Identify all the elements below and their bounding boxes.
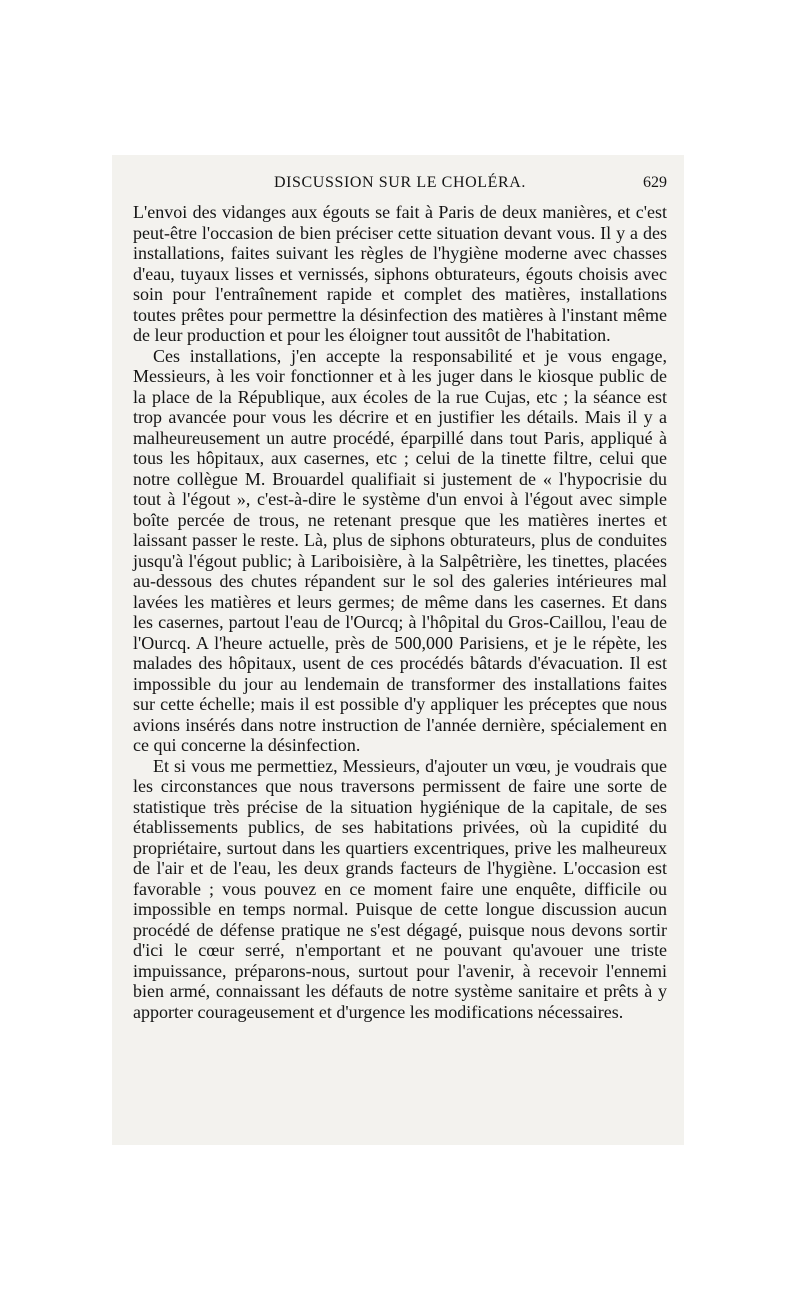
page-number: 629 [643, 174, 667, 191]
running-header [133, 172, 667, 202]
paragraph: Ces installations, j'en accepte la responsabilité et je vous engage, Messieurs, à les voir fonctionner et à les juger dans le kiosque public de la place de la République, aux écoles de la rue Cujas, etc ; la séance est trop avancée pour vous les décrire et en justifier les détails. Mais il y a malheureusement un autre procédé, éparpillé dans tout Paris, appliqué à tous les hôpitaux, aux casernes, etc ; celui de la tinette filtre, celui que notre collègue M. Brouardel qualifiait si justement de « l'hypocrisie du tout à l'égout », c'est-à-dire le système d'un envoi à l'égout avec simple boîte percée de trous, ne retenant presque que les matières inertes et laissant passer le reste. Là, plus de siphons obturateurs, plus de conduites jusqu'à l'égout public; à Lariboisière, à la Salpêtrière, les tinettes, placées au-dessous des chutes répandent sur le sol des galeries intérieures mal lavées les matières et leurs germes; de même dans les casernes. Et dans les casernes, partout l'eau de l'Ourcq; à l'hôpital du Gros-Caillou, l'eau de l'Ourcq. A l'heure actuelle, près de 500,000 Parisiens, et je le répète, les malades des hôpitaux, usent de ces procédés bâtards d'évacuation. Il est impossible du jour au lendemain de transformer des installations faites sur cette échelle; mais il est possible d'y appliquer les préceptes que nous avions insérés dans notre instruction de l'année dernière, spécialement en ce qui concerne la désinfection. [133, 345, 667, 755]
running-title: DISCUSSION SUR LE CHOLÉRA. [273, 174, 527, 191]
paragraph: L'envoi des vidanges aux égouts se fait à Paris de deux manières, et c'est peut-être l'occasion de bien préciser cette situation devant vous. Il y a des installations, faites suivant les règles de l'hygiène moderne avec chasses d'eau, tuyaux lisses et vernissés, siphons obturateurs, égouts choisis avec soin pour l'entraînement rapide et complet des matières, installations toutes prêtes pour permettre la désinfection des matières à l'instant même de leur production et pour les éloigner tout aussitôt de l'habitation. [133, 202, 667, 345]
body-text [133, 202, 667, 1022]
book-page [133, 172, 667, 1022]
paragraph: Et si vous me permettiez, Messieurs, d'ajouter un vœu, je voudrais que les circonstances que nous traversons permissent de faire une sorte de statistique très précise de la situation hygiénique de la capitale, de ses établissements publics, de ses habitations privées, où la cupidité du propriétaire, surtout dans les quartiers excentriques, prive les malheureux de l'air et de l'eau, les deux grands facteurs de l'hygiène. L'occasion est favorable ; vous pouvez en ce moment faire une enquête, difficile ou impossible en temps normal. Puisque de cette longue discussion aucun procédé de défense pratique ne s'est dégagé, puisque nous devons sortir d'ici le cœur serré, n'emportant et ne pouvant qu'avouer une triste impuissance, préparons-nous, surtout pour l'avenir, à recevoir l'ennemi bien armé, connaissant les défauts de notre système sanitaire et prêts à y apporter courageusement et d'urgence les modifications nécessaires. [133, 755, 667, 1022]
